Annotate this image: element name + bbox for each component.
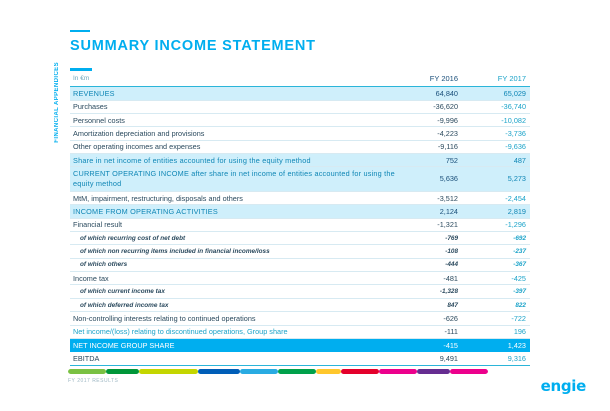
row-value-2017: -397 <box>468 285 530 298</box>
footer-color-bar <box>68 369 488 374</box>
row-value-2016: -769 <box>400 231 468 244</box>
row-value-2016: 752 <box>400 154 468 167</box>
table-header-row <box>70 74 530 86</box>
table-row <box>70 218 530 231</box>
table-row <box>70 285 530 298</box>
row-value-2016: 64,840 <box>400 87 468 100</box>
table-row <box>70 312 530 325</box>
row-label: of which others <box>70 258 400 271</box>
row-label: REVENUES <box>70 87 400 100</box>
footer-color-segment <box>316 369 341 374</box>
footer-color-segment <box>106 369 140 374</box>
row-value-2017: 9,316 <box>468 352 530 365</box>
row-value-2017: 5,273 <box>468 167 530 191</box>
footer-color-segment <box>417 369 451 374</box>
unit-label: In €m <box>73 75 90 83</box>
row-value-2016: -9,996 <box>400 113 468 126</box>
table-row <box>70 100 530 113</box>
row-label: Net income/(loss) relating to discontinued operations, Group share <box>70 325 400 338</box>
footer-color-segment <box>198 369 240 374</box>
table-row <box>70 205 530 218</box>
row-label: Financial result <box>70 218 400 231</box>
column-header-2016: FY 2016 <box>429 74 458 84</box>
table-row <box>70 167 530 191</box>
row-label: Other operating incomes and expenses <box>70 140 400 153</box>
row-label: INCOME FROM OPERATING ACTIVITIES <box>70 205 400 218</box>
income-statement-table-wrapper <box>70 68 530 366</box>
table-row <box>70 245 530 258</box>
row-value-2017: -425 <box>468 272 530 285</box>
row-label: Personnel costs <box>70 113 400 126</box>
row-label: MtM, impairment, restructuring, disposals and others <box>70 191 400 204</box>
row-label: Share in net income of entities accounted for using the equity method <box>70 154 400 167</box>
row-value-2016: -9,116 <box>400 140 468 153</box>
unit-accent-rule <box>70 68 92 71</box>
table-row <box>70 325 530 338</box>
row-value-2016: 5,636 <box>400 167 468 191</box>
row-value-2016: -1,328 <box>400 285 468 298</box>
table-row <box>70 87 530 100</box>
row-label: Purchases <box>70 100 400 113</box>
row-value-2017: -2,454 <box>468 191 530 204</box>
table-body <box>70 74 530 366</box>
row-value-2017: -1,296 <box>468 218 530 231</box>
table-row <box>70 140 530 153</box>
footer-color-segment <box>278 369 316 374</box>
row-label: NET INCOME GROUP SHARE <box>70 338 400 351</box>
row-value-2016: -108 <box>400 245 468 258</box>
row-value-2016: 847 <box>400 298 468 311</box>
row-value-2016: -111 <box>400 325 468 338</box>
row-value-2016: 9,491 <box>400 352 468 365</box>
sidebar-vertical-label-text: FINANCIAL APPENDICES <box>54 62 60 143</box>
footer-color-segment <box>450 369 488 374</box>
row-label: Amortization depreciation and provisions <box>70 127 400 140</box>
page-title: SUMMARY INCOME STATEMENT <box>70 38 316 54</box>
row-value-2016: -626 <box>400 312 468 325</box>
sidebar-vertical-label <box>50 62 64 192</box>
title-accent-rule <box>70 30 90 32</box>
engie-logo: engie <box>540 377 586 395</box>
row-value-2017: -9,636 <box>468 140 530 153</box>
row-value-2016: -481 <box>400 272 468 285</box>
row-label: of which non recurring items included in financial income/loss <box>70 245 400 258</box>
row-value-2017: 65,029 <box>468 87 530 100</box>
row-label: Non-controlling interests relating to continued operations <box>70 312 400 325</box>
row-value-2017: 2,819 <box>468 205 530 218</box>
row-value-2017: -10,082 <box>468 113 530 126</box>
footer-color-segment <box>240 369 278 374</box>
row-value-2017: -237 <box>468 245 530 258</box>
table-row-net-income <box>70 338 530 351</box>
table-row <box>70 298 530 311</box>
row-value-2017: -722 <box>468 312 530 325</box>
table-row-ebitda <box>70 352 530 365</box>
column-header-2017: FY 2017 <box>497 74 526 84</box>
row-value-2016: -1,321 <box>400 218 468 231</box>
footer-color-segment <box>379 369 417 374</box>
row-value-2016: -4,223 <box>400 127 468 140</box>
table-row <box>70 127 530 140</box>
table-row <box>70 113 530 126</box>
row-value-2017: 487 <box>468 154 530 167</box>
row-value-2016: -444 <box>400 258 468 271</box>
row-value-2016: -3,512 <box>400 191 468 204</box>
row-value-2016: -36,620 <box>400 100 468 113</box>
income-statement-table <box>70 74 530 366</box>
row-value-2017: 1,423 <box>468 338 530 351</box>
table-row <box>70 191 530 204</box>
row-value-2016: -415 <box>400 338 468 351</box>
row-label: of which deferred income tax <box>70 298 400 311</box>
row-label: CURRENT OPERATING INCOME after share in net income of entities accounted for using the equity method <box>70 167 400 191</box>
row-label: of which recurring cost of net debt <box>70 231 400 244</box>
row-value-2017: -692 <box>468 231 530 244</box>
footer-color-segment <box>139 369 198 374</box>
row-label: of which current income tax <box>70 285 400 298</box>
row-label: Income tax <box>70 272 400 285</box>
row-label: EBITDA <box>70 352 400 365</box>
row-value-2017: 822 <box>468 298 530 311</box>
footer-color-segment <box>341 369 379 374</box>
row-value-2017: -367 <box>468 258 530 271</box>
row-value-2017: 196 <box>468 325 530 338</box>
table-row <box>70 231 530 244</box>
footer-color-segment <box>68 369 106 374</box>
table-row <box>70 272 530 285</box>
row-value-2017: -36,740 <box>468 100 530 113</box>
table-row <box>70 154 530 167</box>
table-row <box>70 258 530 271</box>
footer-text: FY 2017 RESULTS <box>68 378 119 384</box>
row-value-2017: -3,736 <box>468 127 530 140</box>
row-value-2016: 2,124 <box>400 205 468 218</box>
